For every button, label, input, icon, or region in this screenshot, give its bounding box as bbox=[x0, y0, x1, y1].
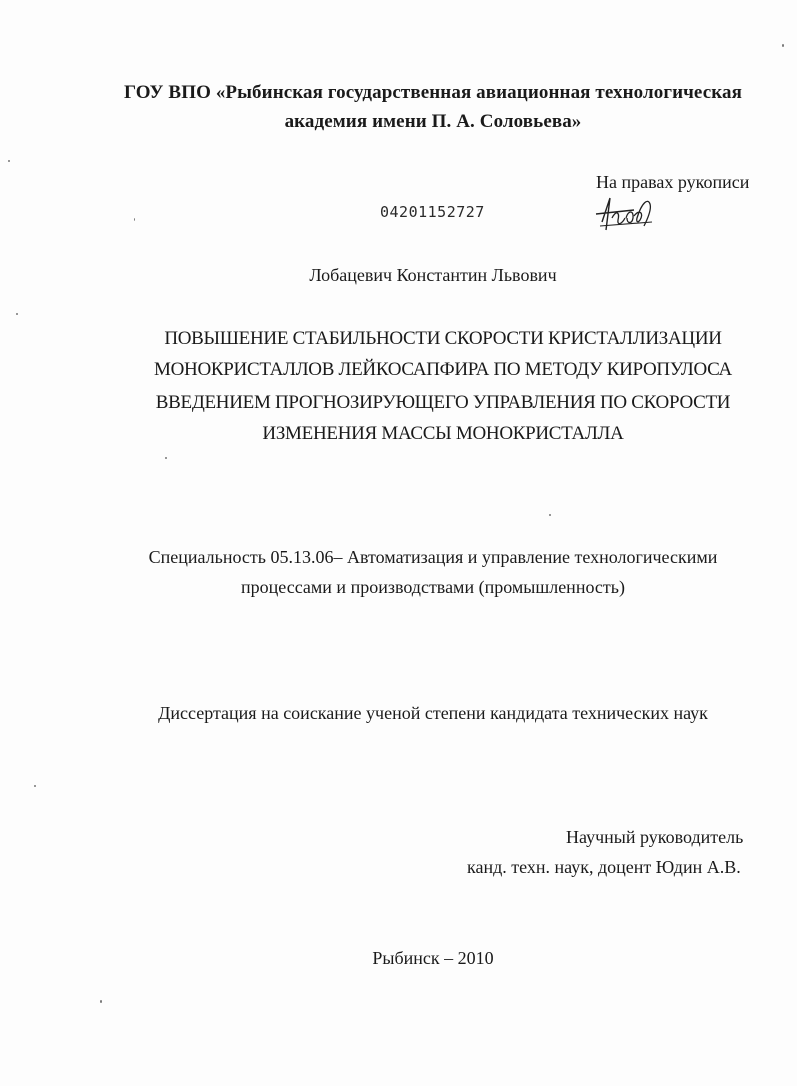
author-name: Лобацевич Константин Львович bbox=[309, 265, 557, 285]
scan-speck bbox=[134, 218, 135, 221]
scan-speck bbox=[100, 1000, 102, 1003]
dissertation-note: Диссертация на соискание ученой степени кандидата технических наук bbox=[158, 703, 708, 723]
scan-speck bbox=[165, 457, 167, 459]
thesis-title-line-3: ВВЕДЕНИЕМ ПРОГНОЗИРУЮЩЕГО УПРАВЛЕНИЯ ПО СКОРОСТИ bbox=[155, 392, 731, 413]
specialty-line-1: Специальность 05.13.06– Автоматизация и управление технологическими bbox=[148, 547, 718, 567]
scan-speck bbox=[549, 514, 551, 516]
place-year: Рыбинск – 2010 bbox=[372, 948, 494, 968]
handwritten-signature bbox=[592, 192, 664, 236]
scan-speck bbox=[34, 785, 36, 787]
scan-speck bbox=[782, 44, 784, 47]
rights-note: На правах рукописи bbox=[596, 172, 750, 192]
specialty-line-2: процессами и производствами (промышленность) bbox=[241, 577, 625, 597]
thesis-title-line-2: МОНОКРИСТАЛЛОВ ЛЕЙКОСАПФИРА ПО МЕТОДУ КИРОПУЛОСА bbox=[154, 359, 732, 380]
supervisor-name: канд. техн. наук, доцент Юдин А.В. bbox=[467, 857, 741, 877]
archive-code: 04201152727 bbox=[380, 203, 485, 221]
supervisor-title: Научный руководитель bbox=[566, 827, 744, 847]
thesis-title-line-4: ИЗМЕНЕНИЯ МАССЫ МОНОКРИСТАЛЛА bbox=[262, 423, 624, 444]
thesis-title-line-1: ПОВЫШЕНИЕ СТАБИЛЬНОСТИ СКОРОСТИ КРИСТАЛЛИЗАЦИИ bbox=[164, 328, 722, 349]
institution-line-2: академия имени П. А. Соловьева» bbox=[284, 111, 582, 132]
scan-speck bbox=[16, 313, 18, 315]
scan-speck bbox=[8, 160, 10, 162]
institution-line-1: ГОУ ВПО «Рыбинская государственная авиационная технологическая bbox=[124, 82, 742, 103]
